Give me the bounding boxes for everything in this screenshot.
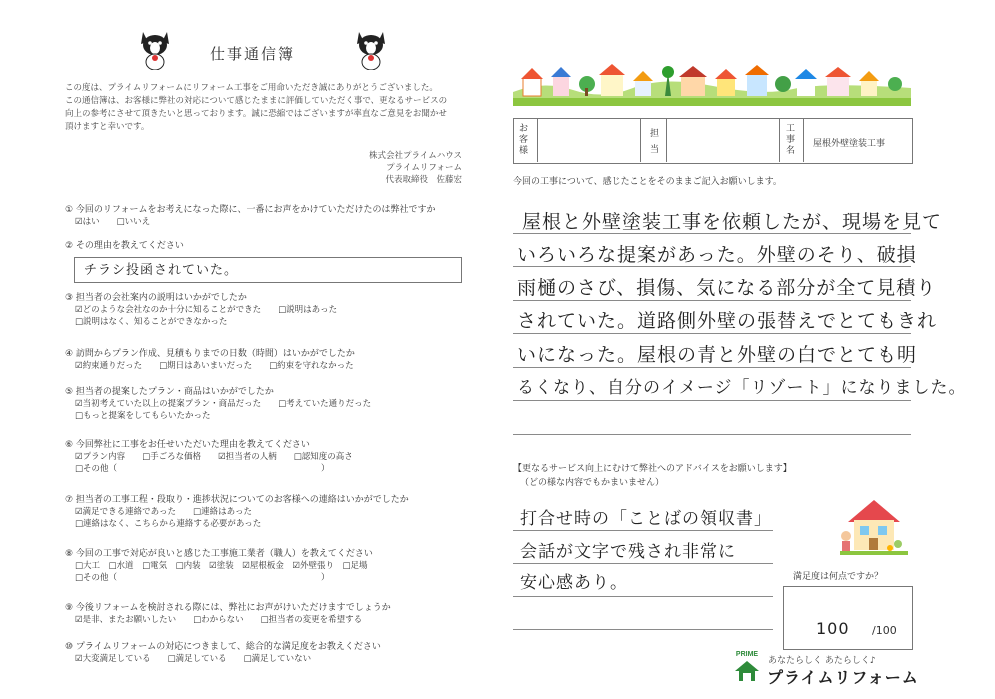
company-brand: プライムリフォーム xyxy=(386,163,462,173)
satisfaction-box xyxy=(783,586,913,650)
question-10 xyxy=(65,641,381,665)
question-options: □その他（ ） xyxy=(75,464,330,474)
writing-line xyxy=(513,629,773,630)
question-6 xyxy=(65,439,353,475)
question-5 xyxy=(65,386,371,422)
town-illustration-icon xyxy=(513,62,911,106)
feedback-prompt: 今回の工事について、感じたことをそのままご記入お願いします。 xyxy=(513,177,782,187)
question-2 xyxy=(65,240,184,252)
work-label: 工事名 xyxy=(786,124,796,156)
question-options: ☑プラン内容 □手ごろな価格 ☑担当者の人柄 □認知度の高さ xyxy=(75,452,353,462)
question-options: ☑約束通りだった □期日はあいまいだった □約束を守れなかった xyxy=(75,361,354,371)
question-text: ⑨ 今後リフォームを検討される際には、弊社にお声がけいただけますでしょうか xyxy=(65,603,391,613)
customer-label: お客様 xyxy=(519,124,529,156)
question-options: ☑是非、またお願いしたい □わからない □担当者の変更を希望する xyxy=(75,615,363,625)
question-7 xyxy=(65,494,409,530)
table-divider xyxy=(666,118,667,162)
question-options: ☑大変満足している □満足している □満足していない xyxy=(75,654,312,664)
brand-name: プライムリフォーム xyxy=(767,668,919,687)
advice-line-3: 安心感あり。 xyxy=(520,573,628,593)
intro-text xyxy=(65,82,485,134)
question-options: □もっと提案をしてもらいたかった xyxy=(75,411,211,421)
staff-label: 担当 xyxy=(650,129,660,155)
question-options: □説明はなく、知ることができなかった xyxy=(75,317,228,327)
satisfaction-score: 100 xyxy=(816,619,850,638)
writing-line xyxy=(513,596,773,597)
advice-line-2: 会話が文字で残され非常に xyxy=(520,542,736,562)
dog-mascot-right-icon xyxy=(353,28,389,70)
feedback-line-4: されていた。道路側外壁の張替えでとてもきれ xyxy=(517,310,938,332)
brand-prime: PRIME xyxy=(735,651,759,658)
question-text: ② その理由を教えてください xyxy=(65,241,184,251)
question-text: ④ 訪問からプラン作成、見積もりまでの日数（時間）はいかがでしたか xyxy=(65,349,355,359)
question-options: □その他（ ） xyxy=(75,573,330,583)
question-4 xyxy=(65,348,355,372)
writing-line xyxy=(513,300,911,301)
question-1 xyxy=(65,204,435,228)
reason-answer: チラシ投函されていた。 xyxy=(84,263,239,278)
question-text: ⑩ プライムリフォームの対応につきまして、総合的な満足度をお教えください xyxy=(65,642,381,652)
company-signature xyxy=(300,150,462,186)
question-options: ☑どのような会社なのか十分に知ることができた □説明はあった xyxy=(75,305,338,315)
question-text: ⑥ 今回弊社に工事をお任せいただいた理由を教えてください xyxy=(65,440,310,450)
question-3 xyxy=(65,292,337,328)
intro-line: 向上の参考にさせて頂きたいと思っております。誠に恐縮ではございますが率直なご意見をお聞かせ xyxy=(65,109,447,119)
feedback-line-3: 雨樋のさび、損傷、気になる部分が全て見積り xyxy=(517,277,937,299)
page-title: 仕事通信簿 xyxy=(210,45,296,63)
question-text: ⑤ 担当者の提案したプラン・商品はいかがでしたか xyxy=(65,387,274,397)
table-divider xyxy=(537,118,538,162)
writing-line xyxy=(513,530,773,531)
house-illustration-icon xyxy=(840,496,908,558)
question-9 xyxy=(65,602,391,626)
writing-line xyxy=(513,367,911,368)
satisfaction-label: 満足度は何点ですか？ xyxy=(793,572,884,582)
question-text: ③ 担当者の会社案内の説明はいかがでしたか xyxy=(65,293,247,303)
intro-line: この通信簿は、お客様に弊社の対応について感じたままに評価していただく事で、更なるサービスの xyxy=(65,96,448,106)
table-divider xyxy=(779,118,780,162)
feedback-line-2: いろいろな提案があった。外壁のそり、破損 xyxy=(517,244,917,266)
brand-tagline: あなたらしく あたらしく♪ xyxy=(768,656,876,666)
writing-line xyxy=(513,563,773,564)
question-options: □連絡はなく、こちらから連絡する必要があった xyxy=(75,519,262,529)
question-text: ① 今回のリフォームをお考えになった際に、一番にお声をかけていただけたのは弊社ですか xyxy=(65,205,436,215)
question-options: ☑満足できる連絡であった □連絡はあった xyxy=(75,507,252,517)
question-options: ☑はい □いいえ xyxy=(75,217,151,227)
company-representative: 代表取締役 佐藤宏 xyxy=(385,175,462,185)
company-name: 株式会社プライムハウス xyxy=(369,151,462,161)
intro-line: 頂けますと幸いです。 xyxy=(65,122,150,132)
writing-line xyxy=(513,400,911,401)
satisfaction-max: /100 xyxy=(872,624,897,637)
brand-logo-icon xyxy=(733,651,761,681)
dog-mascot-left-icon xyxy=(137,28,173,70)
intro-line: この度は、プライムリフォームにリフォーム工事をご用命いただき誠にありがとうございました。 xyxy=(65,83,438,93)
feedback-line-6: るくなり、自分のイメージ「リゾート」になりました。 xyxy=(517,378,967,398)
question-options: ☑当初考えていた以上の提案プラン・商品だった □考えていた通りだった xyxy=(75,399,372,409)
advice-line-1: 打合せ時の「ことばの領収書」 xyxy=(520,509,772,529)
writing-line xyxy=(513,434,911,435)
feedback-line-5: いになった。屋根の青と外壁の白でとても明 xyxy=(517,344,918,366)
table-divider xyxy=(803,118,804,162)
question-options: □大工 □水道 □電気 □内装 ☑塗装 ☑屋根板金 ☑外壁張り □足場 xyxy=(75,561,368,571)
advice-subprompt: （どの様な内容でもかまいません） xyxy=(520,478,665,488)
writing-line xyxy=(513,333,911,334)
question-text: ⑧ 今回の工事で対応が良いと感じた工事施工業者（職人）を教えてください xyxy=(65,549,373,559)
feedback-line-1: 屋根と外壁塗装工事を依頼したが、現場を見て xyxy=(522,211,943,233)
question-8 xyxy=(65,548,373,584)
advice-prompt: 【更なるサービス向上にむけて弊社へのアドバイスをお願いします】 xyxy=(513,464,792,474)
question-text: ⑦ 担当者の工事工程・段取り・進捗状況についてのお客様への連絡はいかがでしたか xyxy=(65,495,409,505)
table-divider xyxy=(640,118,641,162)
work-value: 屋根外壁塗装工事 xyxy=(813,139,886,149)
